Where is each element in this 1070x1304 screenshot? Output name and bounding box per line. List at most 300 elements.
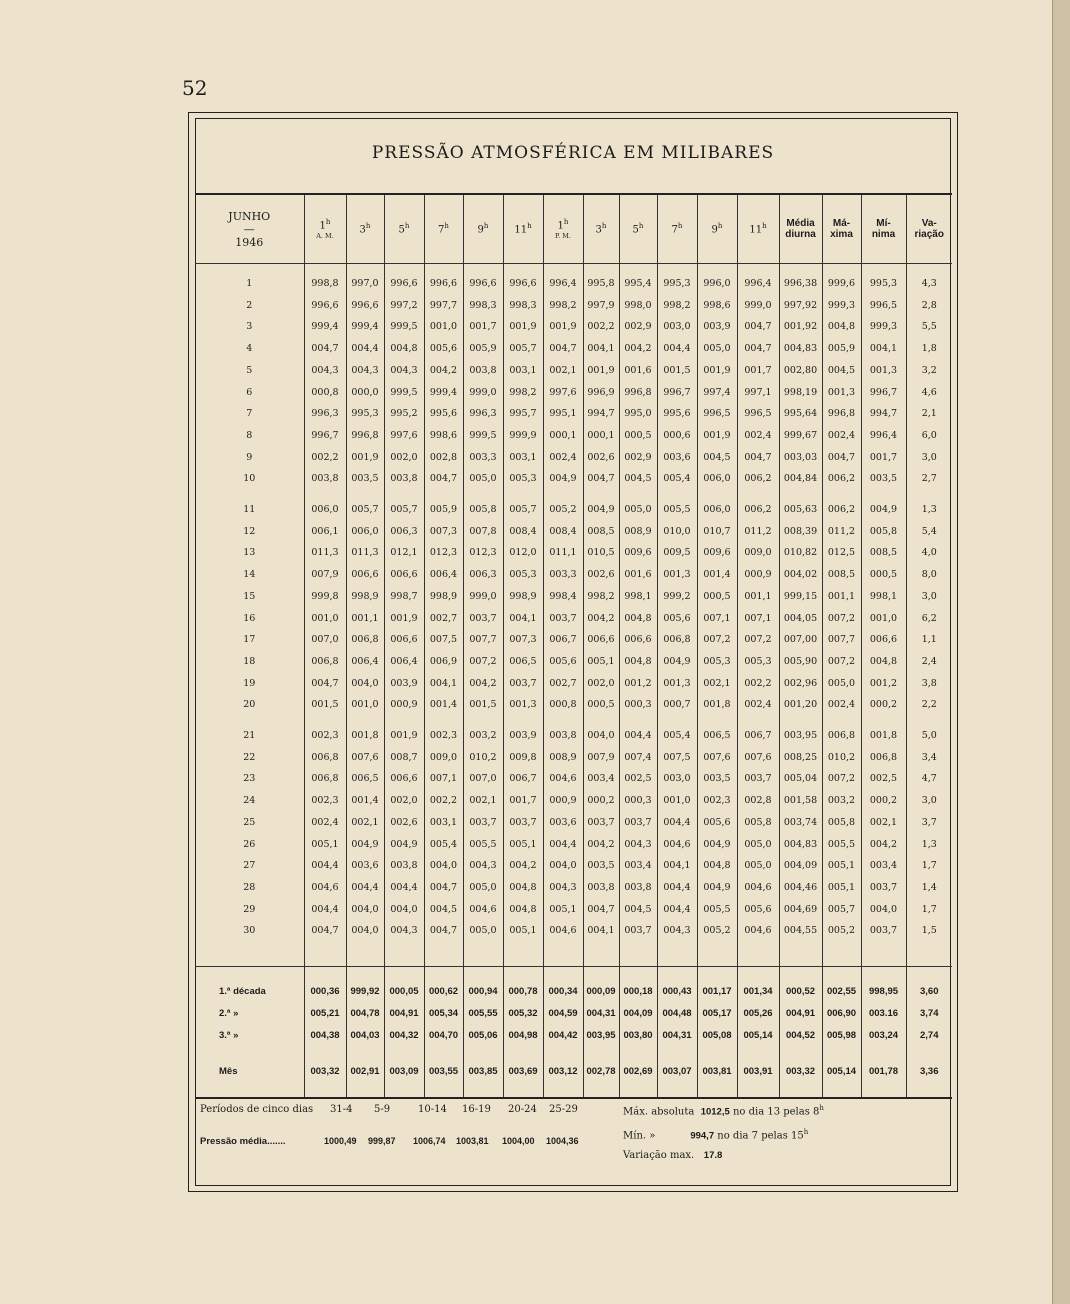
pressure-cell: 003,7 xyxy=(583,812,619,834)
pressure-cell: 007,2 xyxy=(463,651,503,673)
spacer-cell xyxy=(424,942,463,967)
pressure-cell: 005,9 xyxy=(424,499,463,521)
pressure-cell: 005,6 xyxy=(737,899,779,921)
variacao-header-line1: Va- xyxy=(921,218,937,229)
pressure-cell: 996,5 xyxy=(697,403,737,425)
pressure-cell: 003,8 xyxy=(583,877,619,899)
pressure-cell: 000,8 xyxy=(304,382,346,404)
pressure-cell: 003,7 xyxy=(619,920,657,942)
spacer-cell xyxy=(463,942,503,967)
max-hour-sup: h xyxy=(819,1104,824,1112)
pressure-cell: 008,5 xyxy=(861,542,906,564)
pressure-cell: 003,5 xyxy=(346,468,384,490)
pressure-cell: 002,0 xyxy=(384,790,424,812)
pressure-cell: 006,9 xyxy=(424,651,463,673)
day-number: 9 xyxy=(246,451,253,463)
pressure-cell: 001,6 xyxy=(619,360,657,382)
day-number: 12 xyxy=(243,525,256,537)
pressure-cell: 007,2 xyxy=(822,768,861,790)
pressure-cell: 003,7 xyxy=(463,608,503,630)
decade-mean-cell: 2,74 xyxy=(906,1025,952,1047)
hour-sup: h xyxy=(483,222,489,231)
decade-mean-cell: 005,32 xyxy=(503,1003,543,1025)
pressure-cell: 006,5 xyxy=(346,768,384,790)
pressure-cell: 998,4 xyxy=(543,586,583,608)
decade-mean-cell: 004,09 xyxy=(619,1003,657,1025)
day-number: 14 xyxy=(243,569,256,581)
decade-mean-cell: 004,42 xyxy=(543,1025,583,1047)
pressure-cell: 004,2 xyxy=(503,855,543,877)
pressure-cell: 006,6 xyxy=(346,564,384,586)
pressure-cell: 002,1 xyxy=(697,673,737,695)
pressure-cell: 010,0 xyxy=(657,521,697,543)
decade-mean-cell: 000,62 xyxy=(424,981,463,1003)
day-number: 25 xyxy=(243,816,256,828)
spacer-cell xyxy=(463,716,503,725)
day-number: 29 xyxy=(243,903,256,915)
pressure-cell: 001,1 xyxy=(737,586,779,608)
pressure-cell: 005,1 xyxy=(543,899,583,921)
pressure-cell: 004,7 xyxy=(424,877,463,899)
hour-sup: h xyxy=(325,218,331,227)
pressure-cell: 004,1 xyxy=(583,920,619,942)
pressure-cell: 009,6 xyxy=(619,542,657,564)
spacer-cell xyxy=(304,942,346,967)
pressure-cell: 995,6 xyxy=(657,403,697,425)
pressure-cell: 012,0 xyxy=(503,542,543,564)
max-line xyxy=(623,1104,824,1117)
pressure-cell: 003,7 xyxy=(463,812,503,834)
pressure-cell: 003,7 xyxy=(503,673,543,695)
pressure-cell: 009,8 xyxy=(503,747,543,769)
pressure-cell: 002,96 xyxy=(779,673,822,695)
period-label: 10-14 xyxy=(418,1104,447,1115)
pressure-cell: 001,7 xyxy=(861,447,906,469)
pressure-cell: 998,6 xyxy=(424,425,463,447)
pressure-cell: 003,95 xyxy=(779,725,822,747)
pressure-cell: 4,7 xyxy=(906,768,952,790)
pressure-cell: 004,7 xyxy=(543,338,583,360)
spacer-cell xyxy=(861,967,906,982)
pressure-cell: 000,6 xyxy=(657,425,697,447)
pressure-cell: 999,3 xyxy=(861,316,906,338)
spacer-cell xyxy=(346,967,384,982)
decade-row xyxy=(195,1025,952,1047)
pressure-cell: 005,8 xyxy=(463,499,503,521)
hour-sup: h xyxy=(677,222,683,231)
day-number: 1 xyxy=(246,278,253,289)
pressure-cell: 004,9 xyxy=(697,877,737,899)
pressure-cell: 002,4 xyxy=(822,694,861,716)
pressure-cell: 005,7 xyxy=(503,499,543,521)
spacer-cell xyxy=(779,967,822,982)
pressure-cell: 004,6 xyxy=(657,834,697,856)
pressure-cell: 005,1 xyxy=(503,920,543,942)
pressure-cell: 004,5 xyxy=(619,899,657,921)
pressure-cell: 011,2 xyxy=(822,521,861,543)
month-mean-cell: 003,55 xyxy=(424,1061,463,1083)
pressure-cell: 010,5 xyxy=(583,542,619,564)
day-row xyxy=(195,608,952,630)
decade-mean-cell: 004,38 xyxy=(304,1025,346,1047)
pressure-cell: 998,2 xyxy=(657,295,697,317)
pressure-cell: 3,8 xyxy=(906,673,952,695)
spacer-cell xyxy=(906,942,952,967)
hour-label: 9 xyxy=(477,224,484,236)
pressure-cell: 002,9 xyxy=(619,447,657,469)
decade-mean-cell: 004,70 xyxy=(424,1025,463,1047)
hour-header-12 xyxy=(737,194,779,264)
pressure-cell: 002,8 xyxy=(424,447,463,469)
pressure-cell: 002,1 xyxy=(543,360,583,382)
spacer-cell xyxy=(619,264,657,274)
pressure-cell: 010,2 xyxy=(463,747,503,769)
pressure-cell: 001,4 xyxy=(697,564,737,586)
day-number: 6 xyxy=(246,386,253,398)
month-mean-cell: 003,32 xyxy=(304,1061,346,1083)
pressure-cell: 004,7 xyxy=(737,316,779,338)
hour-sup: h xyxy=(762,222,767,231)
pressure-cell: 003,74 xyxy=(779,812,822,834)
pressure-cell: 2,2 xyxy=(906,694,952,716)
spacer-cell xyxy=(697,716,737,725)
pressure-cell: 002,6 xyxy=(583,447,619,469)
pressure-cell: 000,5 xyxy=(619,425,657,447)
day-number: 3 xyxy=(246,321,253,333)
pressure-cell: 004,7 xyxy=(424,468,463,490)
minima-header-line1: Mí- xyxy=(876,218,891,229)
pressure-cell: 998,0 xyxy=(619,295,657,317)
day-number: 2 xyxy=(246,299,253,311)
pressure-cell: 001,4 xyxy=(346,790,384,812)
spacer-cell xyxy=(619,1083,657,1098)
pressure-cell: 001,3 xyxy=(861,360,906,382)
pressure-cell: 002,4 xyxy=(737,425,779,447)
pressure-cell: 004,4 xyxy=(304,899,346,921)
pressure-cell: 008,9 xyxy=(543,747,583,769)
month-mean-cell: 005,14 xyxy=(822,1061,861,1083)
decade-mean-cell: 004,03 xyxy=(346,1025,384,1047)
spacer-cell xyxy=(779,716,822,725)
pressure-cell: 004,1 xyxy=(424,673,463,695)
day-row xyxy=(195,747,952,769)
pressure-cell: 000,2 xyxy=(583,790,619,812)
pressure-cell: 001,2 xyxy=(619,673,657,695)
pressure-cell: 007,7 xyxy=(463,629,503,651)
pressure-cell: 4,3 xyxy=(906,273,952,295)
decade-mean-cell: 005,21 xyxy=(304,1003,346,1025)
pressure-cell: 997,2 xyxy=(384,295,424,317)
pressure-cell: 008,5 xyxy=(583,521,619,543)
day-row xyxy=(195,725,952,747)
pressure-cell: 001,92 xyxy=(779,316,822,338)
decade-label: 1.ª década xyxy=(219,986,266,998)
pressure-cell: 004,1 xyxy=(861,338,906,360)
pressure-cell: 002,4 xyxy=(304,812,346,834)
variacao-header-line2: riação xyxy=(914,229,944,240)
pressure-cell: 002,7 xyxy=(543,673,583,695)
spacer-cell xyxy=(861,1047,906,1061)
pressure-cell: 001,9 xyxy=(384,608,424,630)
spacer-cell xyxy=(304,1047,346,1061)
spacer-cell xyxy=(583,1083,619,1098)
pressure-cell: 004,46 xyxy=(779,877,822,899)
pressure-cell: 007,7 xyxy=(822,629,861,651)
decade-mean-cell: 000,36 xyxy=(304,981,346,1003)
pressure-cell: 005,1 xyxy=(583,651,619,673)
pressure-cell: 001,3 xyxy=(822,382,861,404)
spacer-cell xyxy=(697,942,737,967)
daily-rows xyxy=(195,264,952,967)
spacer-row xyxy=(195,716,952,725)
pressure-cell: 001,0 xyxy=(424,316,463,338)
decade-mean-cell: 000,05 xyxy=(384,981,424,1003)
pressure-cell: 004,3 xyxy=(657,920,697,942)
pressure-cell: 008,5 xyxy=(822,564,861,586)
spacer-cell xyxy=(906,1083,952,1098)
pressure-cell: 995,3 xyxy=(346,403,384,425)
pressure-cell: 000,1 xyxy=(583,425,619,447)
pressure-cell: 996,8 xyxy=(619,382,657,404)
spacer-cell xyxy=(424,490,463,499)
pressure-cell: 997,9 xyxy=(583,295,619,317)
spacer-cell xyxy=(737,1083,779,1098)
pressure-cell: 006,0 xyxy=(697,499,737,521)
day-number: 23 xyxy=(243,773,256,785)
spacer-cell xyxy=(657,490,697,499)
spacer-cell xyxy=(346,716,384,725)
pressure-cell: 002,6 xyxy=(583,564,619,586)
pressure-cell: 006,6 xyxy=(384,629,424,651)
pressure-cell: 001,1 xyxy=(346,608,384,630)
decade-mean-cell: 004,32 xyxy=(384,1025,424,1047)
pressure-cell: 007,6 xyxy=(697,747,737,769)
pressure-cell: 005,90 xyxy=(779,651,822,673)
pressure-cell: 996,8 xyxy=(822,403,861,425)
spacer-cell xyxy=(346,1083,384,1098)
pressure-cell: 001,8 xyxy=(861,725,906,747)
day-row xyxy=(195,295,952,317)
page-title: PRESSÃO ATMOSFÉRICA EM MILIBARES xyxy=(371,143,775,163)
spacer-cell xyxy=(657,716,697,725)
pressure-cell: 006,6 xyxy=(619,629,657,651)
decade-mean-cell: 005,34 xyxy=(424,1003,463,1025)
pressure-cell: 998,1 xyxy=(861,586,906,608)
spacer-row xyxy=(195,1083,952,1098)
spacer-cell xyxy=(779,942,822,967)
media-diurna-header xyxy=(779,194,822,264)
pressure-cell: 005,04 xyxy=(779,768,822,790)
variacao-header xyxy=(906,194,952,264)
spacer-cell xyxy=(697,490,737,499)
pressure-cell: 004,5 xyxy=(619,468,657,490)
period-mean: 999,87 xyxy=(368,1136,396,1146)
pressure-cell: 004,09 xyxy=(779,855,822,877)
pressure-cell: 996,6 xyxy=(346,295,384,317)
hour-header-7 xyxy=(543,194,583,264)
pressure-cell: 5,5 xyxy=(906,316,952,338)
spacer-cell xyxy=(543,942,583,967)
pressure-cell: 006,4 xyxy=(424,564,463,586)
pressure-cell: 1,7 xyxy=(906,855,952,877)
spacer-cell xyxy=(906,490,952,499)
pressure-cell: 996,4 xyxy=(861,425,906,447)
pressure-cell: 003,4 xyxy=(583,768,619,790)
pressure-cell: 007,5 xyxy=(657,747,697,769)
pressure-cell: 1,3 xyxy=(906,499,952,521)
decade-mean-cell: 000,09 xyxy=(583,981,619,1003)
period-label: 31-4 xyxy=(330,1104,353,1115)
pressure-cell: 006,4 xyxy=(346,651,384,673)
pressure-cell: 005,7 xyxy=(384,499,424,521)
pressure-cell: 003,8 xyxy=(543,725,583,747)
pressure-cell: 004,0 xyxy=(384,899,424,921)
pressure-cell: 005,8 xyxy=(822,812,861,834)
pressure-cell: 006,2 xyxy=(822,499,861,521)
pressure-cell: 998,19 xyxy=(779,382,822,404)
pressure-cell: 003,9 xyxy=(503,725,543,747)
pressure-cell: 006,7 xyxy=(503,768,543,790)
spacer-cell xyxy=(384,967,424,982)
pressure-cell: 001,9 xyxy=(384,725,424,747)
minima-header xyxy=(861,194,906,264)
spacer-cell xyxy=(697,967,737,982)
pressure-cell: 003,1 xyxy=(503,447,543,469)
pressure-cell: 004,9 xyxy=(583,499,619,521)
period-label: 20-24 xyxy=(508,1104,537,1115)
pressure-cell: 004,3 xyxy=(619,834,657,856)
pressure-cell: 998,1 xyxy=(619,586,657,608)
day-row xyxy=(195,564,952,586)
pressure-cell: 004,8 xyxy=(697,855,737,877)
pressure-cell: 004,0 xyxy=(346,673,384,695)
max-text: no dia 13 pelas 8 xyxy=(732,1106,820,1118)
pressure-cell: 004,7 xyxy=(583,468,619,490)
spacer-cell xyxy=(697,1083,737,1098)
decade-mean-cell: 005,55 xyxy=(463,1003,503,1025)
pressure-cell: 002,80 xyxy=(779,360,822,382)
pressure-cell: 006,6 xyxy=(384,768,424,790)
pressure-cell: 012,5 xyxy=(822,542,861,564)
spacer-cell xyxy=(737,490,779,499)
pressure-cell: 999,0 xyxy=(463,382,503,404)
pressure-cell: 999,8 xyxy=(304,586,346,608)
pressure-cell: 002,9 xyxy=(619,316,657,338)
month-mean-cell: 003,12 xyxy=(543,1061,583,1083)
pressure-cell: 997,6 xyxy=(543,382,583,404)
pressure-cell: 998,3 xyxy=(463,295,503,317)
pressure-cell: 998,8 xyxy=(304,273,346,295)
period-label: 25-29 xyxy=(549,1104,578,1115)
pressure-cell: 996,3 xyxy=(304,403,346,425)
month-mean-cell: 002,78 xyxy=(583,1061,619,1083)
pressure-cell: 005,0 xyxy=(737,855,779,877)
spacer-cell xyxy=(583,1047,619,1061)
pressure-cell: 004,8 xyxy=(619,651,657,673)
periods-label: Períodos de cinco dias xyxy=(200,1104,314,1115)
pressure-cell: 994,7 xyxy=(583,403,619,425)
pressure-cell: 000,0 xyxy=(346,382,384,404)
var-value: 17.8 xyxy=(703,1150,723,1161)
day-row xyxy=(195,694,952,716)
period-mean: 1000,49 xyxy=(324,1136,357,1146)
pressure-cell: 003,0 xyxy=(657,316,697,338)
pressure-cell: 996,4 xyxy=(543,273,583,295)
pressure-cell: 996,6 xyxy=(463,273,503,295)
decade-mean-cell: 999,92 xyxy=(346,981,384,1003)
spacer-cell xyxy=(503,1083,543,1098)
pressure-cell: 002,6 xyxy=(384,812,424,834)
pressure-cell: 006,8 xyxy=(657,629,697,651)
hour-label: 5 xyxy=(632,224,639,236)
pressure-cell: 007,2 xyxy=(697,629,737,651)
pressure-cell: 009,0 xyxy=(424,747,463,769)
pressure-cell: 995,1 xyxy=(543,403,583,425)
spacer-cell xyxy=(906,264,952,274)
day-row xyxy=(195,812,952,834)
min-hour-sup: h xyxy=(803,1128,809,1136)
pressure-cell: 009,5 xyxy=(657,542,697,564)
pressure-cell: 004,84 xyxy=(779,468,822,490)
day-row xyxy=(195,542,952,564)
pressure-cell: 004,2 xyxy=(463,673,503,695)
spacer-cell xyxy=(424,264,463,274)
pressure-cell: 004,6 xyxy=(543,768,583,790)
hour-sup: h xyxy=(365,222,371,231)
spacer-row xyxy=(195,490,952,499)
pressure-cell: 1,7 xyxy=(906,899,952,921)
pressure-cell: 995,64 xyxy=(779,403,822,425)
spacer-cell xyxy=(779,1047,822,1061)
spacer-cell xyxy=(822,1083,861,1098)
day-number: 30 xyxy=(243,925,256,937)
hour-header-10 xyxy=(657,194,697,264)
pressure-cell: 002,1 xyxy=(346,812,384,834)
pressure-cell: 2,1 xyxy=(906,403,952,425)
hour-label: 5 xyxy=(398,224,405,236)
pressure-cell: 994,7 xyxy=(861,403,906,425)
pressure-cell: 001,3 xyxy=(657,673,697,695)
spacer-cell xyxy=(583,942,619,967)
pressure-cell: 998,9 xyxy=(346,586,384,608)
spacer-cell xyxy=(822,264,861,274)
pressure-cell: 004,8 xyxy=(503,877,543,899)
pressure-cell: 002,7 xyxy=(424,608,463,630)
var-label: Variação max. xyxy=(623,1150,695,1161)
pressure-cell: 999,5 xyxy=(384,316,424,338)
pressure-cell: 003,5 xyxy=(583,855,619,877)
pressure-table-wrapper xyxy=(195,193,952,1099)
day-number: 15 xyxy=(243,590,256,602)
pressure-cell: 005,3 xyxy=(737,651,779,673)
pressure-cell: 3,4 xyxy=(906,747,952,769)
spacer-cell xyxy=(861,942,906,967)
pressure-cell: 008,4 xyxy=(543,521,583,543)
ampm-label: P. M. xyxy=(555,231,571,240)
pressure-cell: 001,5 xyxy=(463,694,503,716)
decade-mean-cell: 005,14 xyxy=(737,1025,779,1047)
spacer-row xyxy=(195,942,952,967)
spacer-cell xyxy=(861,716,906,725)
spacer-cell xyxy=(822,942,861,967)
pressure-cell: 004,05 xyxy=(779,608,822,630)
pressure-cell: 1,3 xyxy=(906,834,952,856)
pressure-cell: 004,7 xyxy=(424,920,463,942)
spacer-cell xyxy=(463,1047,503,1061)
pressure-cell: 007,3 xyxy=(503,629,543,651)
spacer-cell xyxy=(543,1047,583,1061)
pressure-cell: 996,9 xyxy=(583,382,619,404)
